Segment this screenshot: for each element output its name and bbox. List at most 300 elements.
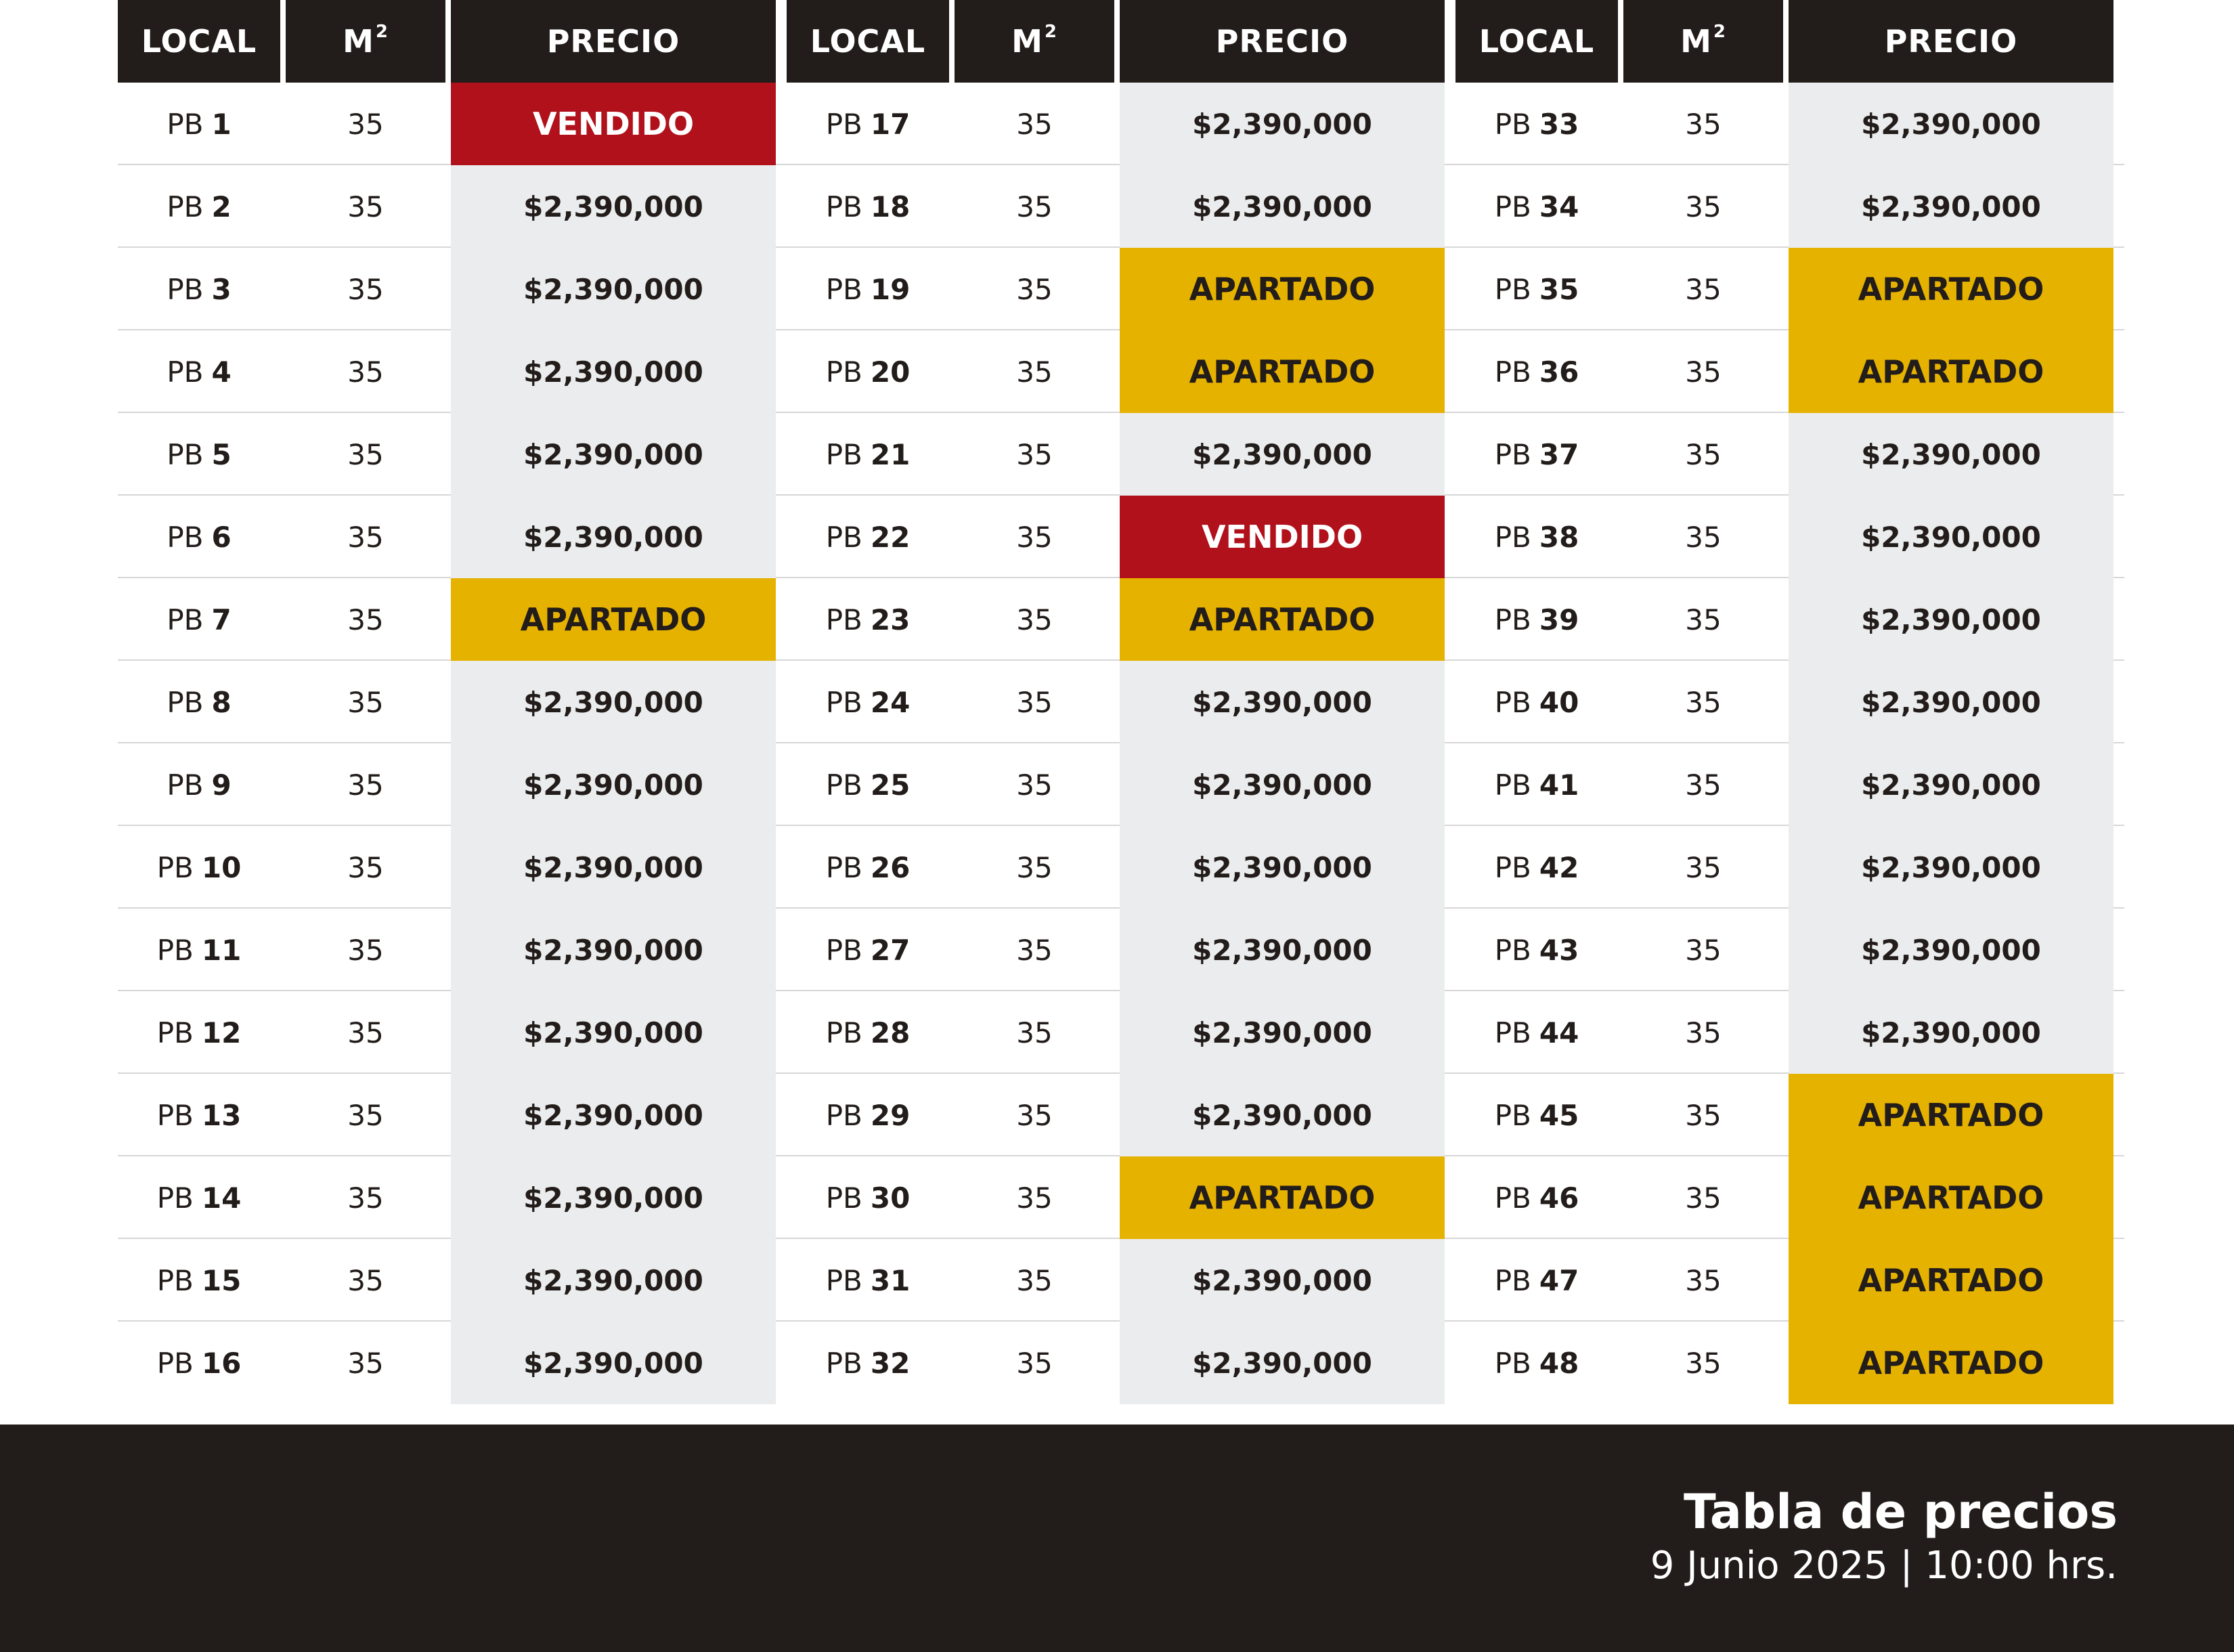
header-price: PRECIO — [451, 0, 776, 83]
local-cell — [787, 496, 949, 578]
price-cell: $2,390,000 — [1120, 1074, 1445, 1156]
reserved-badge: APARTADO — [1120, 330, 1445, 413]
table-row — [787, 909, 1455, 991]
area-cell: 35 — [1685, 685, 1722, 719]
local-cell — [1455, 1074, 1618, 1156]
local-prefix: PB — [1494, 603, 1531, 636]
local-prefix: PB — [1494, 107, 1531, 141]
price-cell: $2,390,000 — [451, 1239, 776, 1322]
price-cell: $2,390,000 — [1789, 743, 2113, 826]
local-cell — [1455, 413, 1618, 496]
table-row — [787, 826, 1455, 909]
local-number: 9 — [211, 768, 232, 802]
local-number: 2 — [211, 190, 232, 223]
local-number: 38 — [1539, 520, 1579, 554]
local-number: 45 — [1539, 1098, 1579, 1132]
local-cell — [787, 1322, 949, 1404]
local-cell — [118, 578, 280, 661]
area-cell: 35 — [347, 933, 384, 967]
local-prefix: PB — [825, 190, 862, 223]
table-row — [1455, 1074, 2124, 1156]
local-prefix: PB — [1494, 1346, 1531, 1380]
local-number: 4 — [211, 355, 232, 389]
table-row — [118, 661, 787, 743]
header-m2 — [955, 0, 1114, 83]
sold-badge: VENDIDO — [1120, 496, 1445, 578]
local-number: 30 — [870, 1181, 911, 1215]
table-row — [787, 165, 1455, 248]
table-row — [1455, 991, 2124, 1074]
local-number: 29 — [870, 1098, 911, 1132]
price-cell: $2,390,000 — [1120, 1239, 1445, 1322]
local-number: 11 — [201, 933, 242, 967]
local-cell — [1455, 83, 1618, 165]
local-prefix: PB — [825, 437, 862, 471]
table-row — [1455, 496, 2124, 578]
table-row — [118, 496, 787, 578]
header-m2-label: M — [1011, 23, 1043, 60]
area-cell: 35 — [1685, 1016, 1722, 1049]
area-cell: 35 — [1016, 1098, 1053, 1132]
area-cell: 35 — [1016, 603, 1053, 636]
local-number: 7 — [211, 603, 232, 636]
local-number: 24 — [870, 685, 911, 719]
local-cell — [1455, 826, 1618, 909]
local-cell — [118, 1074, 280, 1156]
area-cell: 35 — [1016, 272, 1053, 306]
local-cell — [118, 330, 280, 413]
table-row — [118, 578, 787, 661]
area-cell: 35 — [347, 603, 384, 636]
area-cell: 35 — [1685, 1263, 1722, 1297]
table-row — [1455, 248, 2124, 330]
local-number: 47 — [1539, 1263, 1579, 1297]
local-prefix: PB — [167, 685, 204, 719]
table-row — [118, 248, 787, 330]
footer-date: 9 Junio 2025 | 10:00 hrs. — [1650, 1544, 2118, 1588]
area-cell: 35 — [347, 1098, 384, 1132]
table-header-row — [787, 0, 1455, 83]
local-prefix: PB — [156, 1181, 194, 1215]
table-row — [118, 1322, 787, 1404]
area-cell: 35 — [1016, 1181, 1053, 1215]
local-prefix: PB — [167, 355, 204, 389]
local-prefix: PB — [156, 1263, 194, 1297]
area-cell: 35 — [1016, 355, 1053, 389]
local-number: 33 — [1539, 107, 1579, 141]
local-cell — [1455, 1322, 1618, 1404]
area-cell: 35 — [1016, 685, 1053, 719]
local-prefix: PB — [167, 107, 204, 141]
local-number: 31 — [870, 1263, 911, 1297]
table-row — [1455, 826, 2124, 909]
table-row — [787, 991, 1455, 1074]
reserved-badge: APARTADO — [1120, 248, 1445, 330]
price-cell: $2,390,000 — [451, 165, 776, 248]
table-row — [787, 578, 1455, 661]
local-number: 36 — [1539, 355, 1579, 389]
local-number: 22 — [870, 520, 911, 554]
price-cell: $2,390,000 — [1120, 661, 1445, 743]
area-cell: 35 — [1685, 190, 1722, 223]
local-prefix: PB — [1494, 355, 1531, 389]
local-cell — [118, 83, 280, 165]
local-cell — [118, 1156, 280, 1239]
area-cell: 35 — [1016, 1346, 1053, 1380]
area-cell: 35 — [1016, 437, 1053, 471]
local-prefix: PB — [1494, 1098, 1531, 1132]
area-cell: 35 — [1016, 850, 1053, 884]
area-cell: 35 — [1685, 272, 1722, 306]
price-cell: $2,390,000 — [451, 248, 776, 330]
local-prefix: PB — [156, 933, 194, 967]
local-number: 6 — [211, 520, 232, 554]
area-cell: 35 — [1685, 1098, 1722, 1132]
local-cell — [1455, 1156, 1618, 1239]
local-prefix: PB — [1494, 437, 1531, 471]
table-row — [787, 1156, 1455, 1239]
area-cell: 35 — [347, 190, 384, 223]
table-row — [787, 413, 1455, 496]
table-row — [118, 330, 787, 413]
price-cell: $2,390,000 — [1120, 413, 1445, 496]
area-cell: 35 — [347, 107, 384, 141]
header-m2-label: M — [1680, 23, 1712, 60]
table-row — [118, 909, 787, 991]
area-cell: 35 — [347, 1016, 384, 1049]
table-row — [787, 661, 1455, 743]
area-cell: 35 — [1685, 933, 1722, 967]
local-prefix: PB — [167, 272, 204, 306]
table-header-row — [118, 0, 787, 83]
local-number: 27 — [870, 933, 911, 967]
area-cell: 35 — [347, 1263, 384, 1297]
price-cell: $2,390,000 — [451, 661, 776, 743]
local-prefix: PB — [167, 768, 204, 802]
price-cell: $2,390,000 — [451, 413, 776, 496]
price-cell: $2,390,000 — [1789, 496, 2113, 578]
local-prefix: PB — [825, 1098, 862, 1132]
local-prefix: PB — [825, 355, 862, 389]
local-cell — [1455, 578, 1618, 661]
table-row — [787, 330, 1455, 413]
local-number: 3 — [211, 272, 232, 306]
reserved-badge: APARTADO — [1789, 1239, 2113, 1322]
area-cell: 35 — [1016, 520, 1053, 554]
local-prefix: PB — [167, 437, 204, 471]
price-cell: $2,390,000 — [451, 496, 776, 578]
area-cell: 35 — [1685, 355, 1722, 389]
local-cell — [118, 1322, 280, 1404]
local-prefix: PB — [1494, 685, 1531, 719]
local-number: 41 — [1539, 768, 1579, 802]
local-prefix: PB — [156, 1346, 194, 1380]
local-cell — [1455, 165, 1618, 248]
table-row — [1455, 1322, 2124, 1404]
local-prefix: PB — [825, 1181, 862, 1215]
table-row — [1455, 1239, 2124, 1322]
local-number: 8 — [211, 685, 232, 719]
table-row — [787, 743, 1455, 826]
price-cell: $2,390,000 — [451, 743, 776, 826]
local-prefix: PB — [825, 603, 862, 636]
area-cell: 35 — [1685, 1346, 1722, 1380]
local-number: 19 — [870, 272, 911, 306]
price-cell: $2,390,000 — [1120, 165, 1445, 248]
local-number: 46 — [1539, 1181, 1579, 1215]
local-number: 48 — [1539, 1346, 1579, 1380]
header-local: LOCAL — [1455, 0, 1618, 83]
local-prefix: PB — [1494, 1263, 1531, 1297]
local-number: 16 — [201, 1346, 242, 1380]
local-number: 26 — [870, 850, 911, 884]
local-number: 15 — [201, 1263, 242, 1297]
table-row — [1455, 909, 2124, 991]
table-row — [118, 826, 787, 909]
header-m2-superscript: 2 — [1713, 22, 1726, 42]
local-prefix: PB — [156, 1098, 194, 1132]
local-cell — [118, 826, 280, 909]
local-cell — [118, 661, 280, 743]
table-row — [118, 1074, 787, 1156]
local-number: 21 — [870, 437, 911, 471]
price-cell: $2,390,000 — [451, 909, 776, 991]
local-number: 20 — [870, 355, 911, 389]
local-number: 17 — [870, 107, 911, 141]
local-number: 12 — [201, 1016, 242, 1049]
local-prefix: PB — [1494, 1181, 1531, 1215]
price-cell: $2,390,000 — [1120, 83, 1445, 165]
area-cell: 35 — [347, 272, 384, 306]
local-cell — [118, 413, 280, 496]
price-cell: $2,390,000 — [1789, 413, 2113, 496]
table-header-row — [1455, 0, 2124, 83]
area-cell: 35 — [347, 437, 384, 471]
header-m2-superscript: 2 — [1044, 22, 1057, 42]
local-cell — [787, 1156, 949, 1239]
table-row — [1455, 578, 2124, 661]
local-cell — [118, 909, 280, 991]
local-number: 42 — [1539, 850, 1579, 884]
table-row — [118, 413, 787, 496]
area-cell: 35 — [1685, 1181, 1722, 1215]
reserved-badge: APARTADO — [1789, 1322, 2113, 1404]
local-prefix: PB — [825, 520, 862, 554]
area-cell: 35 — [1685, 850, 1722, 884]
table-row — [118, 991, 787, 1074]
local-prefix: PB — [825, 107, 862, 141]
table-row — [787, 1239, 1455, 1322]
price-cell: $2,390,000 — [451, 330, 776, 413]
price-cell: $2,390,000 — [451, 991, 776, 1074]
local-cell — [118, 496, 280, 578]
price-cell: $2,390,000 — [1789, 661, 2113, 743]
area-cell: 35 — [347, 355, 384, 389]
local-prefix: PB — [167, 520, 204, 554]
local-number: 43 — [1539, 933, 1579, 967]
table-row — [118, 83, 787, 165]
local-prefix: PB — [825, 933, 862, 967]
area-cell: 35 — [1016, 1016, 1053, 1049]
area-cell: 35 — [347, 685, 384, 719]
local-prefix: PB — [167, 603, 204, 636]
local-cell — [787, 909, 949, 991]
footer-title: Tabla de precios — [1684, 1484, 2118, 1540]
local-cell — [787, 248, 949, 330]
local-number: 1 — [211, 107, 232, 141]
header-price: PRECIO — [1789, 0, 2113, 83]
reserved-badge: APARTADO — [1789, 1156, 2113, 1239]
price-cell: $2,390,000 — [1789, 826, 2113, 909]
reserved-badge: APARTADO — [1120, 1156, 1445, 1239]
local-number: 25 — [870, 768, 911, 802]
local-number: 23 — [870, 603, 911, 636]
local-number: 14 — [201, 1181, 242, 1215]
area-cell: 35 — [1016, 933, 1053, 967]
local-number: 35 — [1539, 272, 1579, 306]
local-number: 10 — [201, 850, 242, 884]
local-cell — [118, 165, 280, 248]
table-row — [1455, 1156, 2124, 1239]
table-row — [118, 1239, 787, 1322]
local-cell — [787, 413, 949, 496]
local-cell — [1455, 1239, 1618, 1322]
price-cell: $2,390,000 — [451, 1156, 776, 1239]
local-prefix: PB — [825, 1016, 862, 1049]
local-cell — [787, 578, 949, 661]
local-cell — [787, 826, 949, 909]
local-prefix: PB — [1494, 768, 1531, 802]
local-cell — [787, 165, 949, 248]
local-cell — [118, 1239, 280, 1322]
price-cell: $2,390,000 — [1789, 83, 2113, 165]
reserved-badge: APARTADO — [451, 578, 776, 661]
header-m2 — [1623, 0, 1783, 83]
local-cell — [118, 991, 280, 1074]
local-number: 34 — [1539, 190, 1579, 223]
area-cell: 35 — [347, 850, 384, 884]
table-row — [1455, 661, 2124, 743]
local-cell — [118, 248, 280, 330]
price-cell: $2,390,000 — [1120, 826, 1445, 909]
area-cell: 35 — [347, 768, 384, 802]
price-cell: $2,390,000 — [1120, 909, 1445, 991]
local-cell — [1455, 496, 1618, 578]
price-cell: $2,390,000 — [1789, 165, 2113, 248]
price-cell: $2,390,000 — [1789, 578, 2113, 661]
local-cell — [787, 743, 949, 826]
table-row — [1455, 413, 2124, 496]
local-number: 32 — [870, 1346, 911, 1380]
area-cell: 35 — [347, 1346, 384, 1380]
local-prefix: PB — [167, 190, 204, 223]
header-local: LOCAL — [787, 0, 949, 83]
local-prefix: PB — [156, 850, 194, 884]
table-row — [1455, 165, 2124, 248]
local-prefix: PB — [825, 850, 862, 884]
table-row — [118, 743, 787, 826]
local-cell — [787, 83, 949, 165]
local-prefix: PB — [825, 685, 862, 719]
reserved-badge: APARTADO — [1120, 578, 1445, 661]
reserved-badge: APARTADO — [1789, 1074, 2113, 1156]
local-cell — [1455, 743, 1618, 826]
table-row — [1455, 743, 2124, 826]
local-prefix: PB — [1494, 272, 1531, 306]
area-cell: 35 — [1016, 1263, 1053, 1297]
local-prefix: PB — [1494, 933, 1531, 967]
table-row — [787, 248, 1455, 330]
local-number: 44 — [1539, 1016, 1579, 1049]
area-cell: 35 — [1016, 190, 1053, 223]
local-cell — [1455, 330, 1618, 413]
table-row — [787, 496, 1455, 578]
local-prefix: PB — [825, 768, 862, 802]
price-cell: $2,390,000 — [451, 1322, 776, 1404]
table-row — [118, 1156, 787, 1239]
local-number: 13 — [201, 1098, 242, 1132]
header-m2 — [286, 0, 445, 83]
local-prefix: PB — [1494, 190, 1531, 223]
local-prefix: PB — [825, 1346, 862, 1380]
local-cell — [787, 1239, 949, 1322]
table-row — [1455, 330, 2124, 413]
local-cell — [1455, 991, 1618, 1074]
header-m2-superscript: 2 — [375, 22, 389, 42]
local-cell — [787, 661, 949, 743]
local-prefix: PB — [1494, 1016, 1531, 1049]
area-cell: 35 — [347, 520, 384, 554]
local-number: 28 — [870, 1016, 911, 1049]
area-cell: 35 — [1685, 437, 1722, 471]
area-cell: 35 — [1016, 107, 1053, 141]
local-cell — [787, 330, 949, 413]
local-prefix: PB — [1494, 850, 1531, 884]
local-cell — [787, 1074, 949, 1156]
area-cell: 35 — [1685, 603, 1722, 636]
header-price: PRECIO — [1120, 0, 1445, 83]
local-number: 37 — [1539, 437, 1579, 471]
price-cell: $2,390,000 — [1789, 909, 2113, 991]
local-cell — [1455, 248, 1618, 330]
local-prefix: PB — [156, 1016, 194, 1049]
table-row — [1455, 83, 2124, 165]
reserved-badge: APARTADO — [1789, 330, 2113, 413]
table-row — [787, 1322, 1455, 1404]
area-cell: 35 — [347, 1181, 384, 1215]
area-cell: 35 — [1685, 520, 1722, 554]
area-cell: 35 — [1685, 107, 1722, 141]
price-cell: $2,390,000 — [1120, 1322, 1445, 1404]
local-number: 39 — [1539, 603, 1579, 636]
local-number: 5 — [211, 437, 232, 471]
footer — [0, 1425, 2234, 1652]
area-cell: 35 — [1685, 768, 1722, 802]
local-prefix: PB — [825, 1263, 862, 1297]
local-cell — [1455, 909, 1618, 991]
local-cell — [118, 743, 280, 826]
local-prefix: PB — [1494, 520, 1531, 554]
header-m2-label: M — [343, 23, 374, 60]
price-cell: $2,390,000 — [1120, 743, 1445, 826]
price-cell: $2,390,000 — [451, 1074, 776, 1156]
table-row — [118, 165, 787, 248]
price-cell: $2,390,000 — [1789, 991, 2113, 1074]
header-local: LOCAL — [118, 0, 280, 83]
table-row — [787, 1074, 1455, 1156]
table-row — [787, 83, 1455, 165]
local-number: 40 — [1539, 685, 1579, 719]
